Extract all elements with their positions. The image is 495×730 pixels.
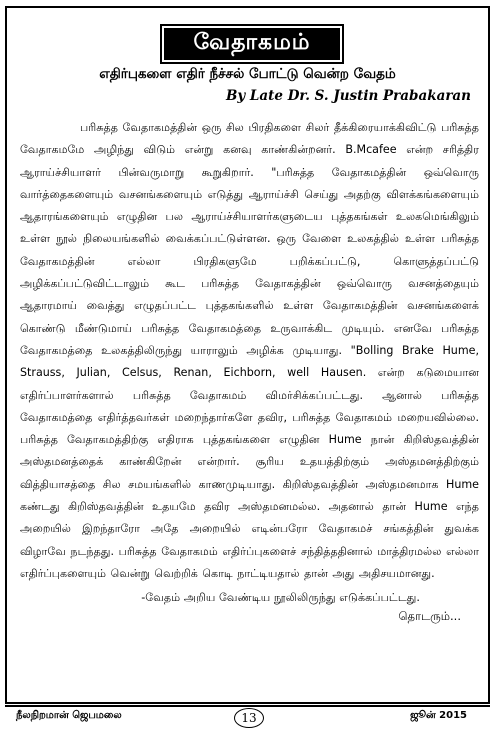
section-banner: வேதாகமம் [160,24,344,64]
footer-magazine-name: நீலநிறமான் ஜெபமலை [16,710,122,721]
source-note: -வேதம் அறிய வேண்டிய நூலிலிருந்து எடுக்கப்பட்டது. [141,591,420,604]
article-body [20,117,479,585]
footer-divider [5,705,490,707]
article-paragraph: பரிசுத்த வேதாகமத்தின் ஒரு சில பிரதிகளை சிலர் தீக்கிரையாக்கிவிட்டு பரிசுத்த வேதாகமமே அழிந்து விடும் என்று கனவு காண்கின்றனர். B.Mcafee என்ற சரித்திர ஆராய்ச்சியாளர் பின்வருமாறு கூறுகிறார். "பரிசுத்த வேதாகமத்தின் ஒவ்வொரு வார்த்தைகளையும் வசனங்களையும் எடுத்து ஆராய்ச்சி செய்து அதற்கு விளக்கங்களையும் ஆதாரங்களையும் எழுதின பல ஆராய்ச்சியாளர்களுடைய புத்தகங்கள் உலகமெங்கிலும் உள்ள நூல் நிலையங்களில் வைக்கப்பட்டுள்ளன. ஒரு வேளை உலகத்தில் உள்ள பரிசுத்த வேதாகமத்தின் எல்லா பிரதிகளுமே பறிக்கப்பட்டு, கொளுத்தப்பட்டு அழிக்கப்பட்டுவிட்டாலும் கூட பரிசுத்த வேதாகத்தின் ஒவ்வொரு வசனத்தையும் ஆதாரமாய் வைத்து எழுதப்பட்ட புத்தகங்களில் உள்ள வேதாகமத்தின் வசனங்களைக் கொண்டு மீண்டுமாய் பரிசுத்த வேதாகமத்தை உருவாக்கிட முடியும். எனவே பரிசுத்த வேதாகமத்தை உலகத்திலிருந்து யாராலும் அழிக்க முடியாது. "Bolling Brake Hume, Strauss, Julian, Celsus, Renan, Eichborn, well Hausen. என்ற கடுமையான எதிர்ப்பாளர்களால் பரிசுத்த வேதாகமம் விமர்சிக்கப்பட்டது. ஆனால் பரிசுத்த வேதாகமத்தை எதிர்த்தவர்கள் மறைந்தார்களே தவிர, பரிசுத்த வேதாகமம் மறையவில்லை. பரிசுத்த வேதாகமத்திற்கு எதிராக புத்தகங்களை எழுதின Hume நான் கிறிஸ்தவத்தின் அஸ்தமனத்தைக் காண்கிறேன் என்றார். சூரிய உதயத்திற்கும் அஸ்தமனத்திற்கும் வித்தியாசத்தை சில சமயங்களில் காணமுடியாது. கிறிஸ்தவத்தின் அஸ்தமனமாக Hume கண்டது கிறிஸ்தவத்தின் உதயமே தவிர அஸ்தமனமல்ல. அதனால் தான் Hume எந்த அறையில் இறந்தாரோ அதே அறையில் எடின்பரோ வேதாகமச் சங்கத்தின் துவக்க விழாவே நடந்தது. பரிசுத்த வேதாகமம் எதிர்ப்புகளைச் சந்தித்ததினால் மாத்திரமல்ல எல்லா எதிர்ப்புகளையும் வென்று வெற்றிக் கொடி நாட்டியதால் தான் அது அதிசயமானது. [20,121,479,580]
footer-issue-date: ஜூன் 2015 [410,710,467,721]
page-number: 13 [234,708,264,728]
page-footer [8,708,487,728]
article-title: எதிர்புகளை எதிர் நீச்சல் போட்டு வென்ற வேதம் [99,66,396,82]
article-author: By Late Dr. S. Justin Prabakaran [225,88,471,104]
continued-note: தொடரும்... [398,609,461,623]
